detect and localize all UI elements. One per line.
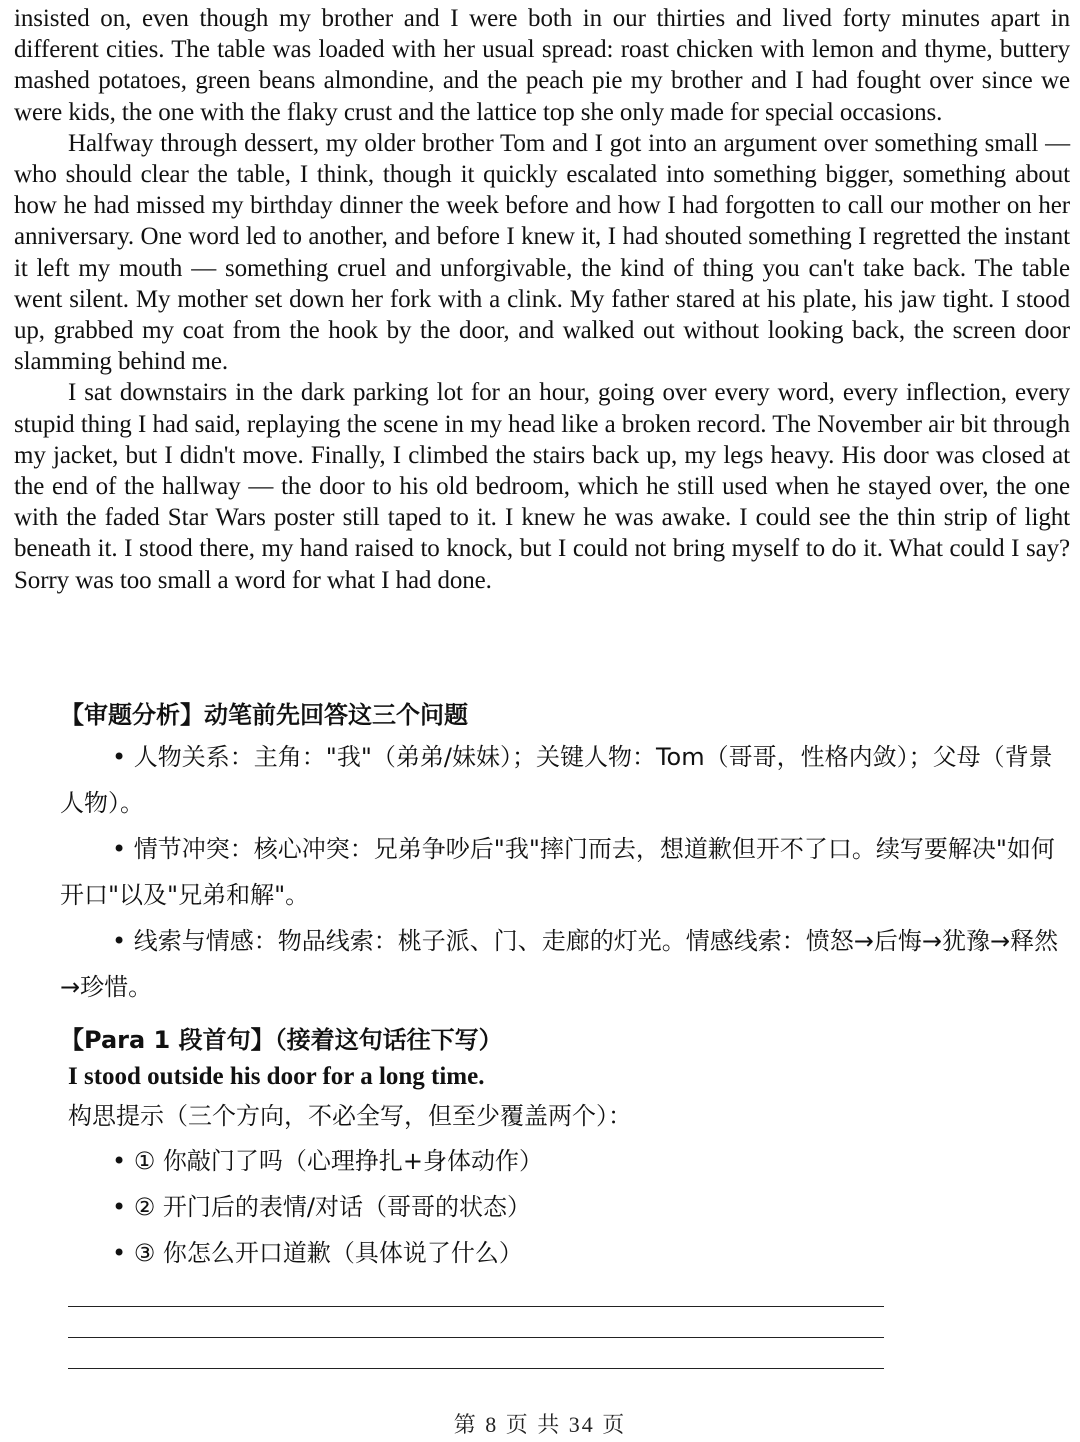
analysis-bullet-characters: • 人物关系：主角："我"（弟弟/妹妹）；关键人物：Tom（哥哥，性格内敛）；父母（背景人物）。 (60, 743, 1053, 817)
para1-section (60, 1020, 1060, 1276)
story-paragraph-2: Halfway through dessert, my older brother Tom and I got into an argument over something small — who should clear the table, I think, though it quickly escalated into something bigger, something about how he had missed my birthday dinner the week before and how I had forgotten to call our mother on her anniversary. One word led to another, and before I knew it, I had shouted something I regretted the instant it left my mouth — something cruel and unforgivable, the kind of thing you can't take back. The table went silent. My mother set down her fork with a clink. My father stared at his plate, his jaw tight. I stood up, grabbed my coat from the hook by the door, and walked out without looking back, the screen door slamming behind me. (14, 129, 1070, 376)
story-paragraph-3: I sat downstairs in the dark parking lot for an hour, going over every word, every inflection, every stupid thing I had said, replaying the scene in my head like a broken record. The November air bit through my jacket, but I didn't move. Finally, I climbed the stairs back up, my legs heavy. His door was closed at the end of the hallway — the door to his old bedroom, which he still used when he stayed over, the one with the faded Star Wars poster still taped to it. I knew he was awake. I could see the thin strip of light beneath it. I stood there, my hand raised to knock, but I could not bring myself to do it. What could I say? Sorry was too small a word for what I had done. (14, 379, 1070, 594)
hint-item-3: • ③ 你怎么开口道歉（具体说了什么） (112, 1239, 523, 1267)
answer-line[interactable] (68, 1368, 884, 1369)
story-text (14, 3, 1070, 596)
hint-intro: 构思提示（三个方向，不必全写，但至少覆盖两个）： (68, 1102, 632, 1130)
answer-line[interactable] (68, 1306, 884, 1307)
para1-first-sentence: I stood outside his door for a long time. (68, 1063, 485, 1090)
analysis-heading: 【审题分析】动笔前先回答这三个问题 (60, 701, 468, 729)
analysis-bullet-conflict: • 情节冲突：核心冲突：兄弟争吵后"我"摔门而去，想道歉但开不了口。续写要解决"如何开口"以及"兄弟和解"。 (60, 835, 1055, 909)
story-paragraph-1: insisted on, even though my brother and I were both in our thirties and lived forty minutes apart in different cities. The table was loaded with her usual spread: roast chicken with lemon and thyme, buttery mashed potatoes, green beans almondine, and the peach pie my brother and I had fought over since we were kids, the one with the flaky crust and the lattice top she only made for special occasions. (14, 5, 1070, 126)
hint-item-2: • ② 开门后的表情/对话（哥哥的状态） (112, 1193, 532, 1221)
hint-item-1: • ① 你敲门了吗（心理挣扎+身体动作） (112, 1147, 544, 1175)
page-number: 第 8 页 共 34 页 (453, 1412, 627, 1437)
answer-lines (68, 1290, 884, 1399)
para1-heading: 【Para 1 段首句】（接着这句话往下写） (60, 1026, 503, 1054)
analysis-bullet-clues: • 线索与情感：物品线索：桃子派、门、走廊的灯光。情感线索：愤怒→后悔→犹豫→释然→珍惜。 (60, 927, 1059, 1001)
answer-line[interactable] (68, 1337, 884, 1338)
analysis-section (60, 696, 1060, 1010)
